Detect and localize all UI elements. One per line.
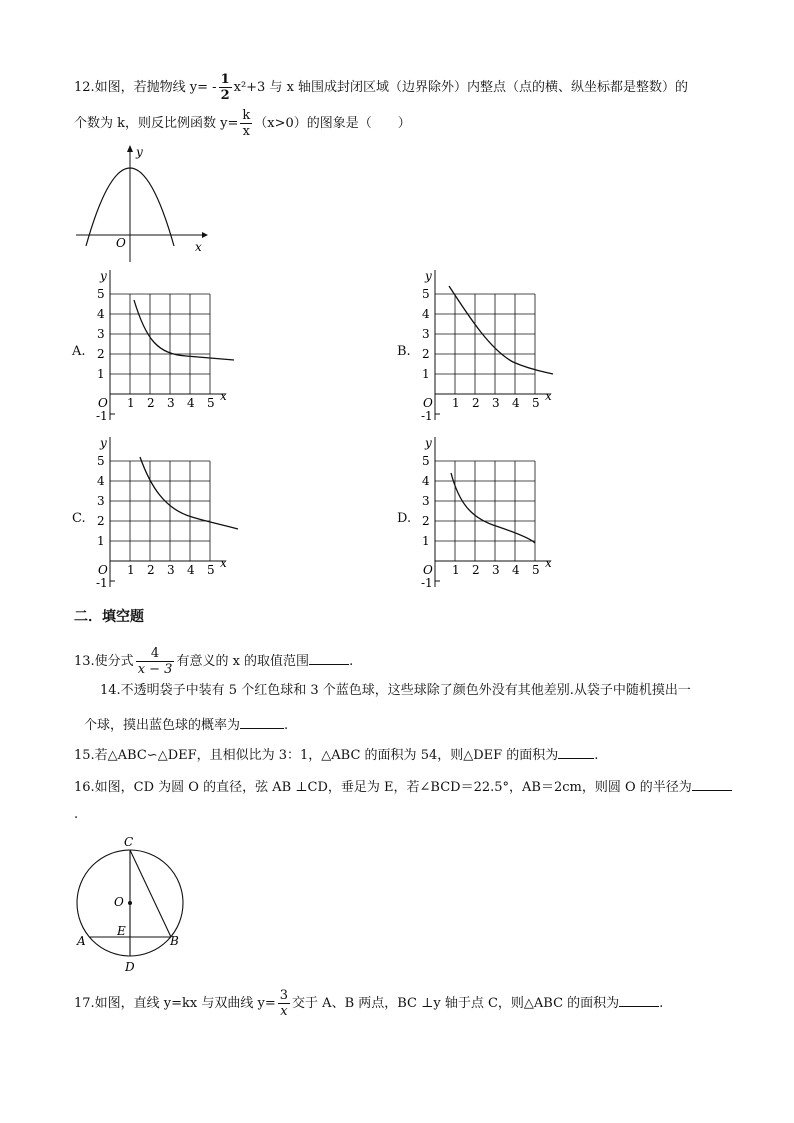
option-b-label[interactable]: B. (397, 344, 411, 359)
q12-text-2a: 个数为 k，则反比例函数 y= (74, 116, 239, 131)
q15-answer-blank[interactable] (558, 746, 594, 759)
q12-line-2 (74, 108, 411, 139)
option-d-label[interactable]: D. (397, 511, 412, 526)
option-c-graph[interactable] (88, 433, 248, 599)
x-axis-label: x (220, 389, 227, 403)
q14-line-2: 个球，摸出蓝色球的概率为 . (84, 718, 289, 733)
q16-line-2: . (74, 807, 79, 822)
q13-answer-blank[interactable] (309, 652, 349, 665)
origin-label: O (98, 563, 108, 577)
center-point (128, 901, 132, 905)
x-tick-label: 1 (452, 563, 460, 577)
y-tick-label: 3 (422, 327, 430, 341)
q12-line-1 (74, 72, 688, 103)
x-tick-label: 5 (207, 563, 215, 577)
point-d-label: D (125, 960, 135, 974)
y-tick-label: 1 (97, 367, 105, 381)
q13-text-post: 有意义的 x 的取值范围 (176, 654, 310, 669)
x-tick-label: 4 (512, 563, 520, 577)
q12-text-1a: 12.如图，若抛物线 y= - (74, 80, 217, 95)
q15-line: 15.若△ABC∽△DEF，且相似比为 3：1，△ABC 的面积为 54，则△DEF 的面积为 . (74, 748, 599, 763)
y-tick-label: 4 (97, 307, 105, 321)
point-e-label: E (117, 924, 126, 938)
q14-line-1: 14.不透明袋子中装有 5 个红色球和 3 个蓝色球，这些球除了颜色外没有其他差别.从袋子中随机摸出一 (100, 683, 691, 698)
parabola-y-label: y (136, 145, 143, 159)
x-tick-label: 3 (167, 396, 175, 410)
parabola-x-arrow-icon (202, 232, 208, 238)
y-tick-label: 1 (422, 534, 430, 548)
x-tick-label: 4 (187, 396, 195, 410)
x-tick-label: 2 (147, 396, 155, 410)
x-tick-label: 2 (472, 396, 480, 410)
y-tick-label: 2 (422, 514, 430, 528)
y-tick-label: 1 (97, 534, 105, 548)
hyperbola-curve (140, 457, 238, 529)
parabola-origin-label: O (116, 236, 126, 250)
parabola-y-arrow-icon (127, 145, 133, 152)
x-axis-label: x (545, 556, 552, 570)
point-c-label: C (124, 835, 134, 849)
q12-fraction-kx: $\frac{k}{x}$ (242, 108, 251, 139)
y-tick-label: 4 (97, 474, 105, 488)
point-a-label: A (77, 934, 86, 948)
x-tick-label: 4 (187, 563, 195, 577)
q12-text-2b: （x>0）的图象是（ ） (254, 116, 411, 131)
origin-label: O (423, 563, 433, 577)
y-tick-label: 5 (422, 287, 430, 301)
x-tick-label: 4 (512, 396, 520, 410)
y-tick-label: 4 (422, 307, 430, 321)
origin-label: O (423, 396, 433, 410)
q17-line: 17.如图，直线 y=kx 与双曲线 y= $\frac{3}{x}$ 交于 A、B 两点，BC ⊥y 轴于点 C，则△ABC 的面积为 . (74, 988, 664, 1019)
q14-answer-blank[interactable] (240, 716, 284, 729)
q12-text-1b: x²+3 与 x 轴围成封闭区域（边界除外）内整点（点的横、纵坐标都是整数）的 (233, 80, 689, 95)
x-tick-label: 2 (147, 563, 155, 577)
neg-one-label: -1 (96, 576, 108, 590)
y-tick-label: 2 (422, 347, 430, 361)
x-tick-label: 3 (492, 396, 500, 410)
origin-label: O (98, 396, 108, 410)
y-axis-label: y (425, 269, 432, 283)
x-tick-label: 1 (127, 396, 135, 410)
y-axis-label: y (425, 436, 432, 450)
section-heading: 二．填空题 (74, 609, 144, 625)
x-axis-label: x (545, 389, 552, 403)
neg-one-label: -1 (421, 576, 433, 590)
x-tick-label: 5 (532, 396, 540, 410)
x-tick-label: 3 (492, 563, 500, 577)
option-d-graph[interactable] (413, 433, 573, 599)
y-axis-label: y (100, 269, 107, 283)
hyperbola-curve (451, 473, 535, 543)
y-tick-label: 5 (97, 287, 105, 301)
neg-one-label: -1 (421, 409, 433, 423)
y-tick-label: 5 (97, 454, 105, 468)
x-tick-label: 1 (452, 396, 460, 410)
option-a-label[interactable]: A. (72, 344, 86, 359)
y-tick-label: 1 (422, 367, 430, 381)
q16-line-1: 16.如图，CD 为圆 O 的直径，弦 AB ⊥CD，垂足为 E，若∠BCD＝22.5°，AB＝2cm，则圆 O 的半径为 (74, 778, 732, 797)
y-tick-label: 4 (422, 474, 430, 488)
neg-one-label: -1 (96, 409, 108, 423)
x-tick-label: 5 (532, 563, 540, 577)
y-tick-label: 3 (422, 494, 430, 508)
y-tick-label: 2 (97, 514, 105, 528)
q12-fraction-half: $\frac{1}{2}$ (220, 72, 230, 103)
x-tick-label: 2 (472, 563, 480, 577)
x-tick-label: 5 (207, 396, 215, 410)
circle-figure (70, 832, 200, 977)
q16-answer-blank[interactable] (692, 778, 732, 791)
y-axis-label: y (100, 436, 107, 450)
y-tick-label: 3 (97, 327, 105, 341)
parabola-x-label: x (195, 240, 202, 254)
x-tick-label: 1 (127, 563, 135, 577)
y-tick-label: 2 (97, 347, 105, 361)
q17-fraction: $\frac{3}{x}$ (279, 988, 289, 1019)
parabola-figure (70, 142, 220, 267)
option-a-graph[interactable] (88, 266, 248, 432)
point-o-label: O (114, 895, 124, 909)
q13-fraction: $\frac{4}{x - 3}$ (137, 646, 173, 677)
y-tick-label: 3 (97, 494, 105, 508)
x-tick-label: 3 (167, 563, 175, 577)
q13-line: 13.使分式 $\frac{4}{x - 3}$ 有意义的 x 的取值范围 . (74, 646, 354, 677)
hyperbola-curve (449, 286, 553, 374)
option-b-graph[interactable] (413, 266, 573, 432)
x-axis-label: x (220, 556, 227, 570)
q13-text-pre: 13.使分式 (74, 654, 134, 669)
q17-answer-blank[interactable] (619, 994, 659, 1007)
point-b-label: B (170, 934, 179, 948)
hyperbola-curve (134, 300, 234, 360)
option-c-label[interactable]: C. (72, 511, 86, 526)
y-tick-label: 5 (422, 454, 430, 468)
